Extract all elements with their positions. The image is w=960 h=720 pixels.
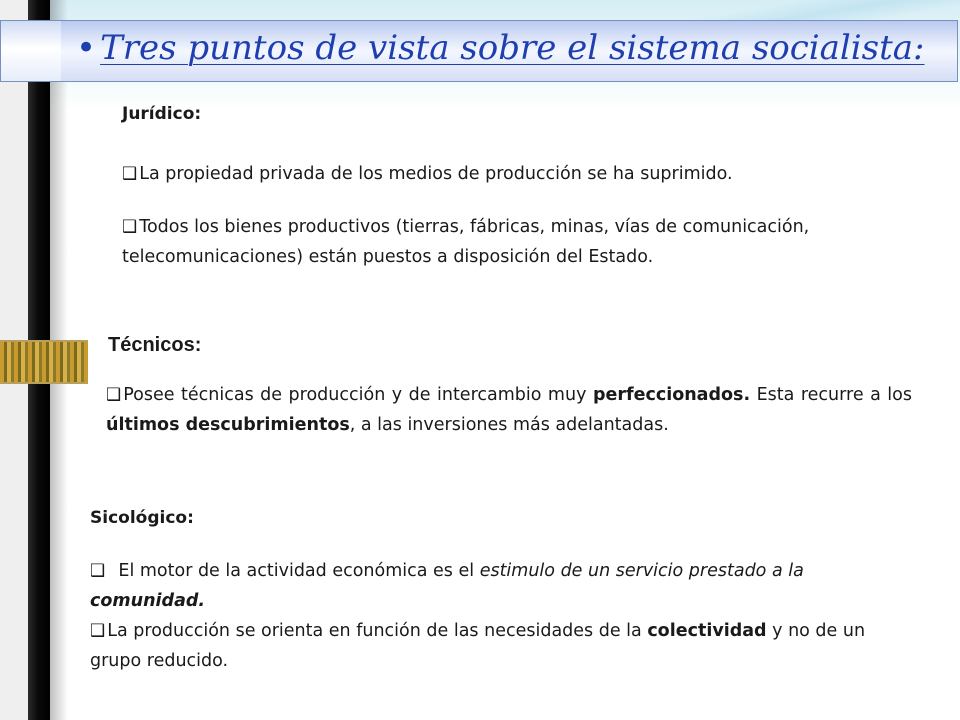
juridico-item-1	[122, 159, 882, 189]
slide-title	[76, 28, 925, 68]
section-juridico	[122, 99, 882, 272]
sicologico-item-1-italic: estimulo de un servicio prestado a la	[479, 561, 804, 581]
section-tecnicos	[106, 330, 912, 440]
sicologico-item-1	[90, 556, 912, 616]
checkbox-bullet-icon: ❑	[90, 561, 106, 581]
title-bullet: •	[76, 28, 97, 68]
sicologico-item-2	[90, 616, 912, 676]
checkbox-bullet-icon: ❑	[106, 385, 122, 405]
juridico-item-2-text: Todos los bienes productivos (tierras, fábricas, minas, vías de comunicación, telecomunicaciones) están puestos a disposición del Estado.	[122, 217, 810, 267]
juridico-heading: Jurídico:	[122, 104, 202, 124]
decorative-ornament	[0, 340, 88, 384]
checkbox-bullet-icon: ❑	[122, 217, 138, 237]
checkbox-bullet-icon: ❑	[90, 621, 106, 641]
juridico-item-2	[122, 212, 872, 272]
sicologico-item-1-bold-italic: comunidad.	[90, 591, 206, 611]
tecnicos-text-3: , a las inversiones más adelantadas.	[349, 415, 669, 435]
sicologico-item-2-bold: colectividad	[647, 621, 767, 641]
sicologico-heading: Sicológico:	[90, 508, 194, 528]
section-sicologico	[90, 503, 912, 676]
tecnicos-text-1: Posee técnicas de producción y de intercambio muy	[123, 385, 593, 405]
tecnicos-bold-2: últimos descubrimientos	[106, 415, 350, 435]
tecnicos-bold-1: perfeccionados.	[592, 385, 751, 405]
sicologico-item-2-text: La producción se orienta en función de las necesidades de la	[107, 621, 648, 641]
tecnicos-item	[106, 380, 912, 440]
title-text: Tres puntos de vista sobre el sistema socialista:	[100, 28, 925, 68]
sicologico-item-2-text-2: y no de un grupo reducido.	[90, 621, 866, 671]
sicologico-item-1-text: El motor de la actividad económica es el	[118, 561, 480, 581]
juridico-item-1-text: La propiedad privada de los medios de producción se ha suprimido.	[139, 164, 733, 184]
checkbox-bullet-icon: ❑	[122, 164, 138, 184]
tecnicos-text-2: Esta recurre a los	[750, 385, 912, 405]
tecnicos-heading: Técnicos:	[108, 334, 202, 356]
